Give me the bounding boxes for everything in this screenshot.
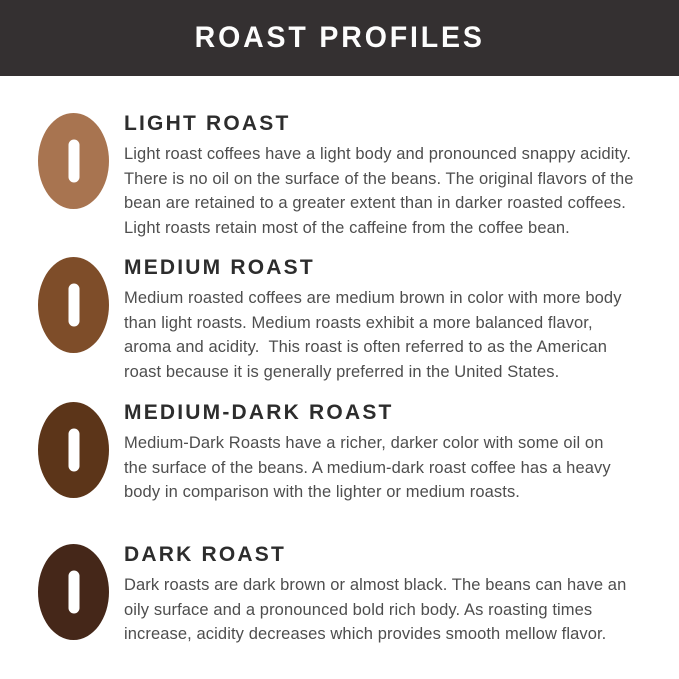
section-heading: MEDIUM-DARK ROAST [124, 401, 394, 424]
header-bar [0, 0, 679, 76]
description-line: Medium-Dark Roasts have a richer, darker color with some oil on [124, 434, 604, 452]
section-heading: MEDIUM ROAST [124, 256, 315, 279]
section-heading: DARK ROAST [124, 543, 286, 566]
coffee-bean-icon [38, 113, 109, 209]
bean-crease [68, 571, 79, 614]
description-line: There is no oil on the surface of the beans. The original flavors of the [124, 169, 634, 188]
coffee-bean-icon [38, 544, 109, 640]
description-line: bean are retained to a greater extent than in darker roasted coffees. [124, 194, 626, 212]
bean-crease [68, 140, 79, 183]
section-text [124, 256, 659, 384]
description-line: roast because it is generally preferred in the United States. [124, 362, 560, 381]
description-line: aroma and acidity. This roast is often referred to as the American [124, 338, 607, 356]
description-line: oily surface and a pronounced bold rich body. As roasting times [124, 600, 593, 619]
section-heading: LIGHT ROAST [124, 112, 291, 135]
description-line: than light roasts. Medium roasts exhibit a more balanced flavor, [124, 313, 593, 332]
page-title: ROAST PROFILES [194, 21, 485, 54]
section-text [124, 543, 659, 647]
bean-crease [68, 284, 79, 327]
section-text [124, 112, 659, 240]
bean-crease [68, 429, 79, 472]
description-line: body in comparison with the lighter or medium roasts. [124, 483, 520, 501]
description-line: increase, acidity decreases which provides smooth mellow flavor. [124, 625, 607, 643]
section-text [124, 401, 659, 505]
description-line: Light roast coffees have a light body and pronounced snappy acidity. [124, 145, 632, 163]
coffee-bean-icon [38, 402, 109, 498]
description-line: Dark roasts are dark brown or almost black. The beans can have an [124, 576, 627, 594]
description-line: Light roasts retain most of the caffeine from the coffee bean. [124, 218, 570, 237]
description-line: the surface of the beans. A medium-dark roast coffee has a heavy [124, 458, 611, 477]
coffee-bean-icon [38, 257, 109, 353]
description-line: Medium roasted coffees are medium brown in color with more body [124, 289, 622, 307]
